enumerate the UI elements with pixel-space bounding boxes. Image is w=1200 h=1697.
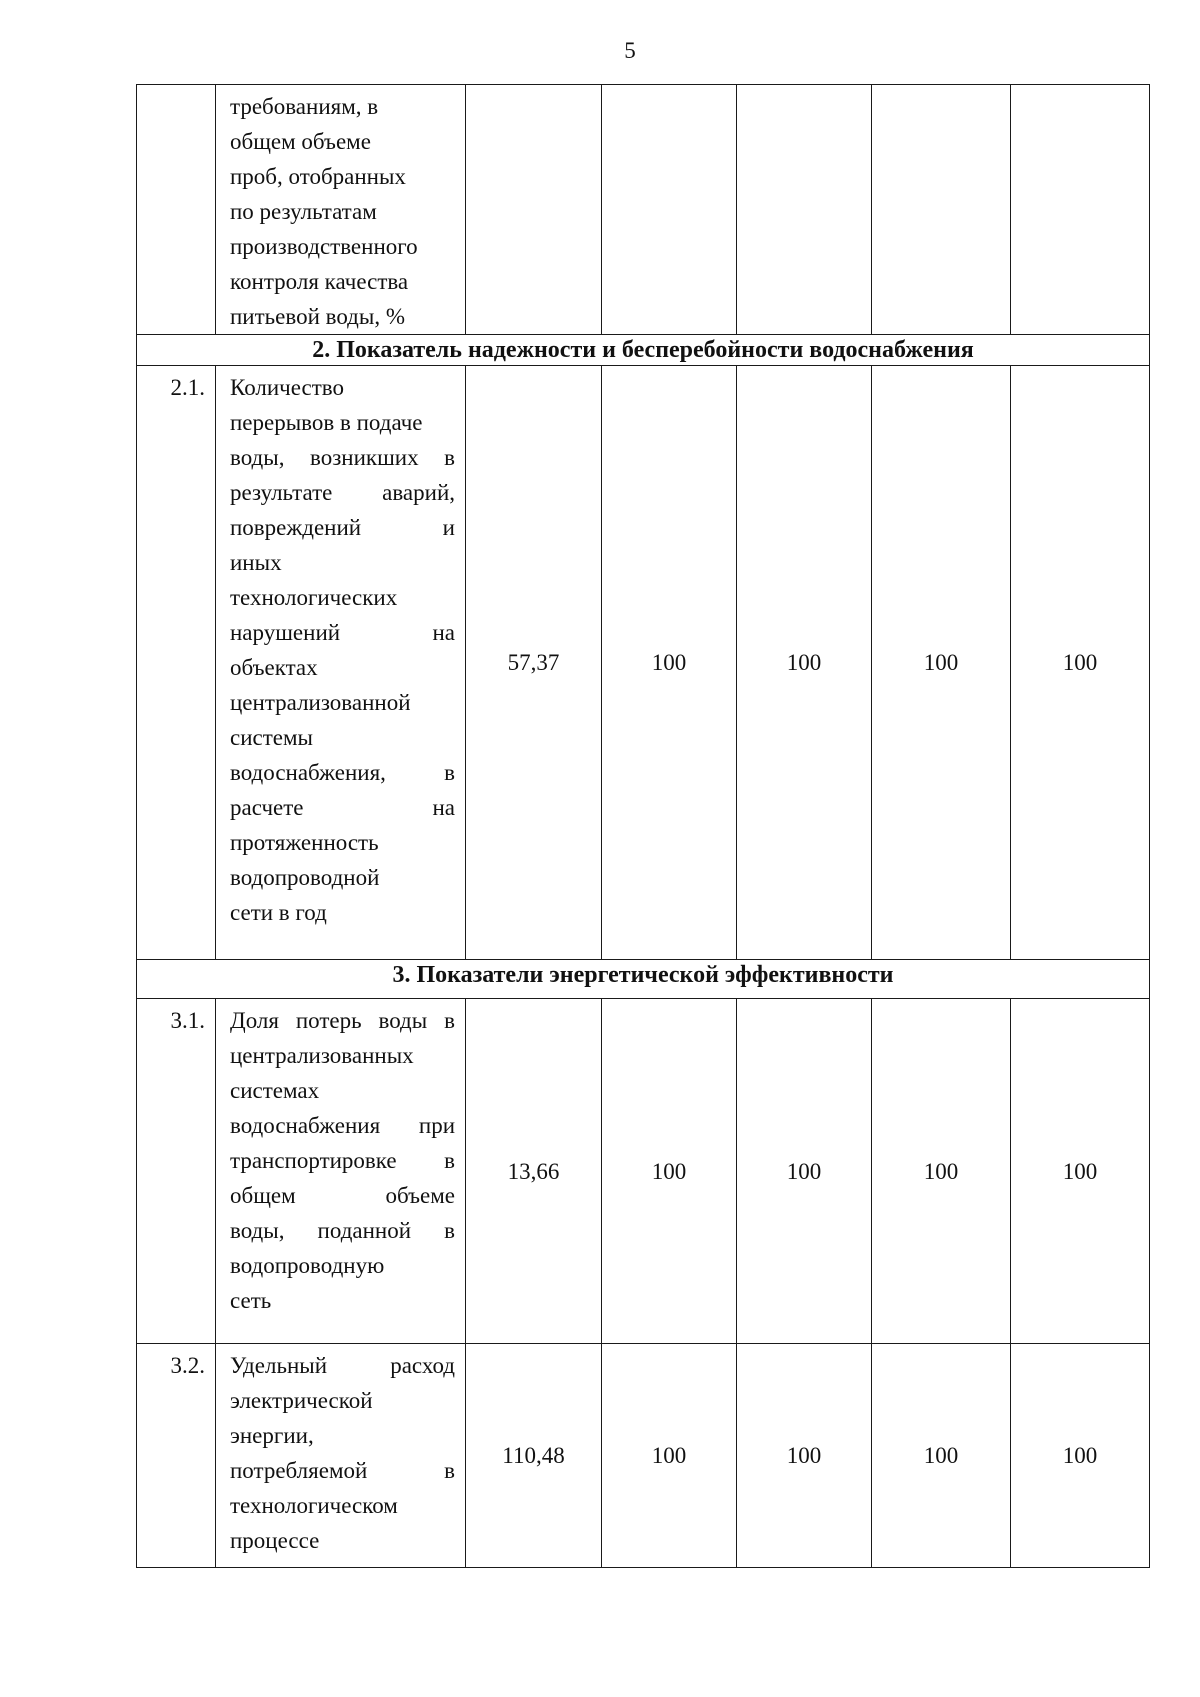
- indicator-name-line: общем объеме: [230, 129, 371, 154]
- indicator-name-line: иных: [230, 550, 282, 575]
- indicator-name-line: общем объеме: [230, 1183, 455, 1208]
- indicator-name-line: повреждений и: [230, 515, 455, 540]
- indicator-name-line: производственного: [230, 234, 418, 259]
- row-number: 3.1.: [137, 999, 216, 1344]
- indicator-name-line: системы: [230, 725, 313, 750]
- indicator-name-line: технологических: [230, 585, 398, 610]
- indicator-name-line: воды, возникших в: [230, 445, 455, 470]
- indicator-name-line: системах: [230, 1078, 320, 1103]
- indicator-name-line: технологическом: [230, 1493, 398, 1518]
- indicator-name-line: нарушений на: [230, 620, 455, 645]
- target-cell: 100: [602, 1344, 737, 1568]
- value-cell: 13,66: [466, 999, 602, 1344]
- target-cell: 100: [602, 999, 737, 1344]
- indicator-name-line: питьевой воды, %: [230, 304, 405, 329]
- target-cell: 100: [737, 366, 872, 960]
- indicator-name-line: водопроводной: [230, 865, 380, 890]
- indicator-name-line: Доля потерь воды в: [230, 1008, 455, 1033]
- section-header-row: [137, 335, 1150, 366]
- indicator-name-line: процессе: [230, 1528, 320, 1553]
- indicator-name-line: Удельный расход: [230, 1353, 455, 1378]
- indicator-name-line: электрической: [230, 1388, 373, 1413]
- row-number-cell: [137, 85, 216, 335]
- indicator-name-line: сети в год: [230, 900, 327, 925]
- row-number: 3.2.: [137, 1344, 216, 1568]
- target-cell: 100: [1011, 1344, 1150, 1568]
- indicator-name-cell: [216, 85, 466, 335]
- value-cell: 110,48: [466, 1344, 602, 1568]
- indicator-name-line: объектах: [230, 655, 318, 680]
- indicator-name-cell: [216, 999, 466, 1344]
- indicator-name-cell: [216, 1344, 466, 1568]
- indicator-name-line: водоснабжения при: [230, 1113, 455, 1138]
- indicator-name-line: контроля качества: [230, 269, 409, 294]
- indicator-name-line: расчете на: [230, 795, 455, 820]
- indicator-name-line: воды, поданной в: [230, 1218, 455, 1243]
- target-cell: 100: [602, 366, 737, 960]
- section-title: 3. Показатели энергетической эффективности: [137, 960, 1150, 999]
- indicator-name-line: водоснабжения, в: [230, 760, 455, 785]
- target-cell: [872, 85, 1011, 335]
- indicator-name-line: энергии,: [230, 1423, 314, 1448]
- indicator-name-line: сеть: [230, 1288, 272, 1313]
- section-title: 2. Показатель надежности и бесперебойности водоснабжения: [137, 335, 1150, 366]
- target-cell: 100: [1011, 366, 1150, 960]
- table-row: [137, 1344, 1150, 1568]
- indicator-name-line: централизованной: [230, 690, 411, 715]
- indicator-name-line: водопроводную: [230, 1253, 385, 1278]
- indicator-name-line: потребляемой в: [230, 1458, 455, 1483]
- indicator-name-line: транспортировке в: [230, 1148, 455, 1173]
- indicator-name-line: требованиям, в: [230, 94, 379, 119]
- indicator-name-line: перерывов в подаче: [230, 410, 423, 435]
- section-header-row: [137, 960, 1150, 999]
- target-cell: [602, 85, 737, 335]
- indicator-name-line: централизованных: [230, 1043, 414, 1068]
- target-cell: 100: [872, 366, 1011, 960]
- table-row: [137, 366, 1150, 960]
- target-cell: 100: [872, 999, 1011, 1344]
- value-cell: [466, 85, 602, 335]
- target-cell: 100: [872, 1344, 1011, 1568]
- target-cell: 100: [737, 1344, 872, 1568]
- indicators-table: [136, 84, 1150, 1568]
- target-cell: 100: [1011, 999, 1150, 1344]
- indicator-name-line: проб, отобранных: [230, 164, 406, 189]
- indicator-name-line: результате аварий,: [230, 480, 455, 505]
- row-number: 2.1.: [137, 366, 216, 960]
- value-cell: 57,37: [466, 366, 602, 960]
- table-row: [137, 85, 1150, 335]
- target-cell: [737, 85, 872, 335]
- target-cell: 100: [737, 999, 872, 1344]
- indicator-name-cell: [216, 366, 466, 960]
- indicator-name-line: по результатам: [230, 199, 377, 224]
- page-number: 5: [624, 38, 636, 63]
- indicator-name-line: Количество: [230, 375, 344, 400]
- table-row: [137, 999, 1150, 1344]
- target-cell: [1011, 85, 1150, 335]
- indicator-name-line: протяженность: [230, 830, 379, 855]
